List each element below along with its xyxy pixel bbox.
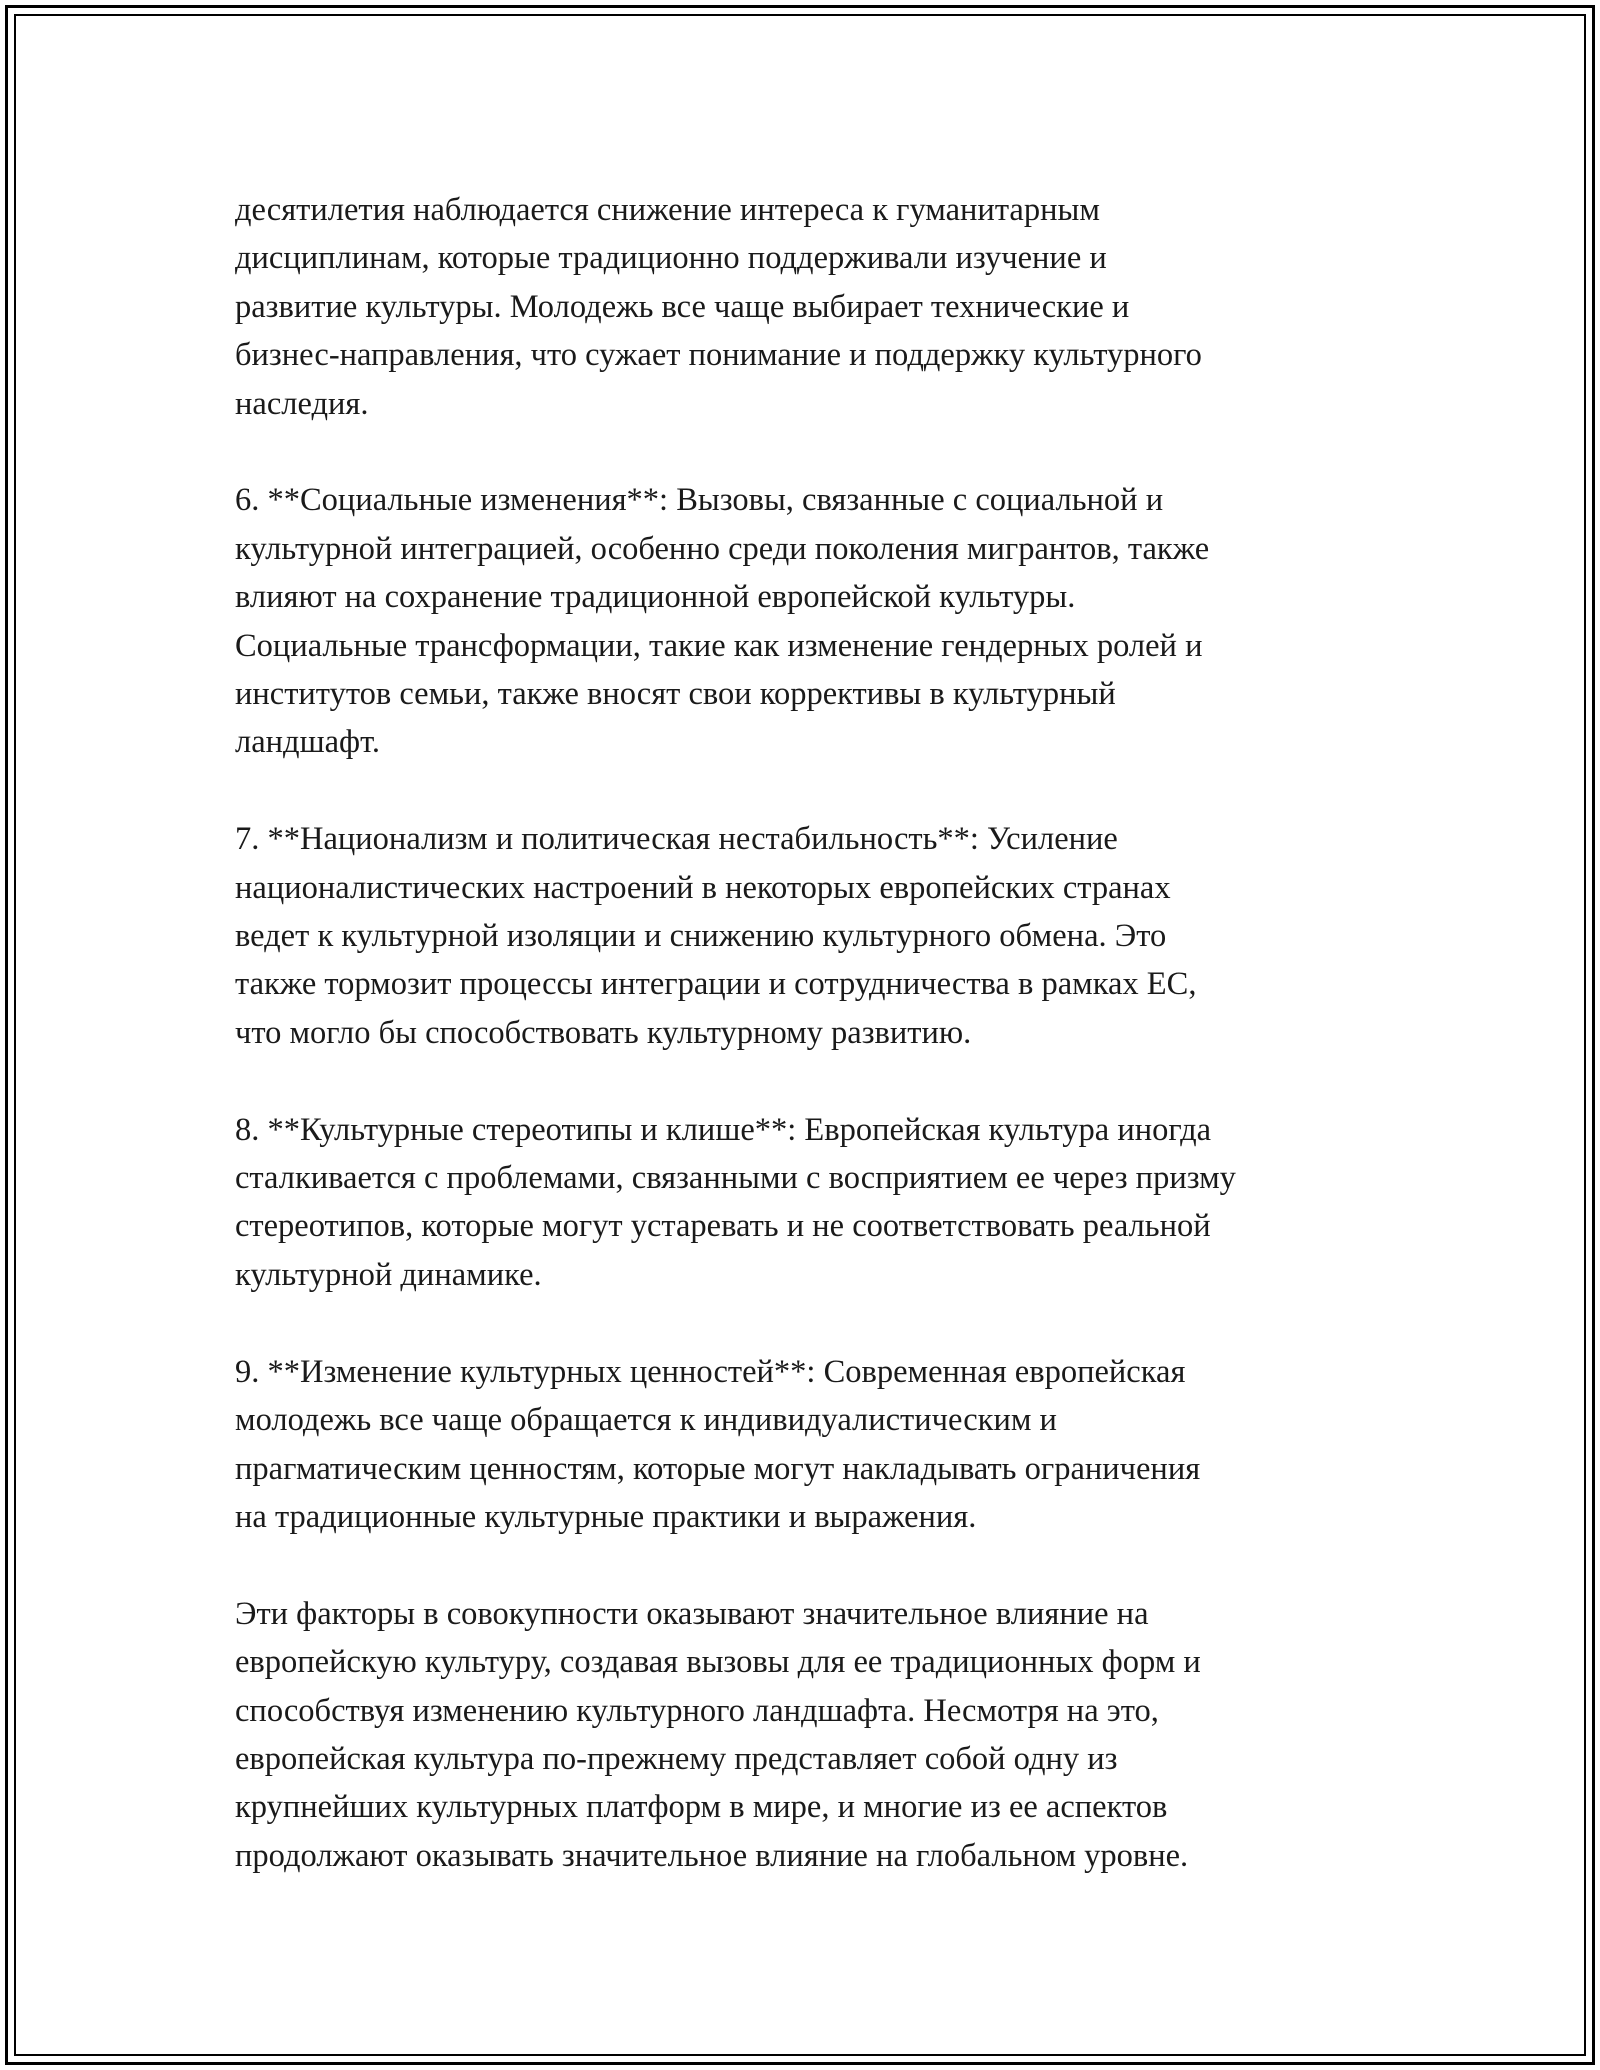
text-line: развитие культуры. Молодежь все чаще выбирает технические и	[235, 288, 1130, 325]
text-line: что могло бы способствовать культурному развитию.	[235, 1014, 972, 1051]
paragraph-item-8	[235, 1106, 1395, 1300]
paragraph-intro-continuation	[235, 186, 1395, 428]
text-line: 8. **Культурные стереотипы и клише**: Европейская культура иногда	[235, 1111, 1212, 1148]
text-line: способствуя изменению культурного ландшафта. Несмотря на это,	[235, 1692, 1159, 1729]
text-line: продолжают оказывать значительное влияние на глобальном уровне.	[235, 1837, 1189, 1874]
text-line: 7. **Национализм и политическая нестабильность**: Усиление	[235, 821, 1118, 858]
text-line: европейская культура по-прежнему представляет собой одну из	[235, 1740, 1118, 1777]
text-line: на традиционные культурные практики и выражения.	[235, 1498, 977, 1535]
paragraph-item-6	[235, 476, 1395, 766]
text-line: Эти факторы в совокупности оказывают значительное влияние на	[235, 1595, 1149, 1632]
text-line: бизнес-направления, что сужает понимание и поддержку культурного	[235, 337, 1202, 374]
text-line: крупнейших культурных платформ в мире, и многие из ее аспектов	[235, 1789, 1168, 1826]
text-line: дисциплинам, которые традиционно поддерживали изучение и	[235, 240, 1107, 277]
text-line: 9. **Изменение культурных ценностей**: Современная европейская	[235, 1353, 1186, 1390]
text-line: десятилетия наблюдается снижение интереса к гуманитарным	[235, 192, 1100, 228]
text-line: ландшафт.	[235, 724, 380, 761]
text-line: националистических настроений в некоторых европейских странах	[235, 869, 1171, 906]
text-line: стереотипов, которые могут устаревать и не соответствовать реальной	[235, 1208, 1211, 1245]
text-line: прагматическим ценностям, которые могут накладывать ограничения	[235, 1450, 1201, 1487]
text-line: сталкивается с проблемами, связанными с восприятием ее через призму	[235, 1160, 1236, 1197]
paragraph-item-7	[235, 815, 1395, 1057]
paragraph-conclusion	[235, 1590, 1395, 1880]
text-line: 6. **Социальные изменения**: Вызовы, связанные с социальной и	[235, 482, 1164, 519]
text-line: европейскую культуру, создавая вызовы для ее традиционных форм и	[235, 1644, 1201, 1681]
text-line: наследия.	[235, 385, 369, 422]
text-line: влияют на сохранение традиционной европейской культуры.	[235, 579, 1076, 616]
text-line: культурной интеграцией, особенно среди поколения мигрантов, также	[235, 530, 1210, 567]
text-line: также тормозит процессы интеграции и сотрудничества в рамках ЕС,	[235, 966, 1197, 1003]
document-body	[235, 186, 1395, 1929]
text-line: Социальные трансформации, такие как изменение гендерных ролей и	[235, 627, 1203, 664]
paragraph-item-9	[235, 1348, 1395, 1542]
text-line: ведет к культурной изоляции и снижению культурного обмена. Это	[235, 918, 1167, 955]
text-line: молодежь все чаще обращается к индивидуалистическим и	[235, 1402, 1057, 1439]
text-line: институтов семьи, также вносят свои коррективы в культурный	[235, 676, 1116, 713]
text-line: культурной динамике.	[235, 1256, 542, 1293]
